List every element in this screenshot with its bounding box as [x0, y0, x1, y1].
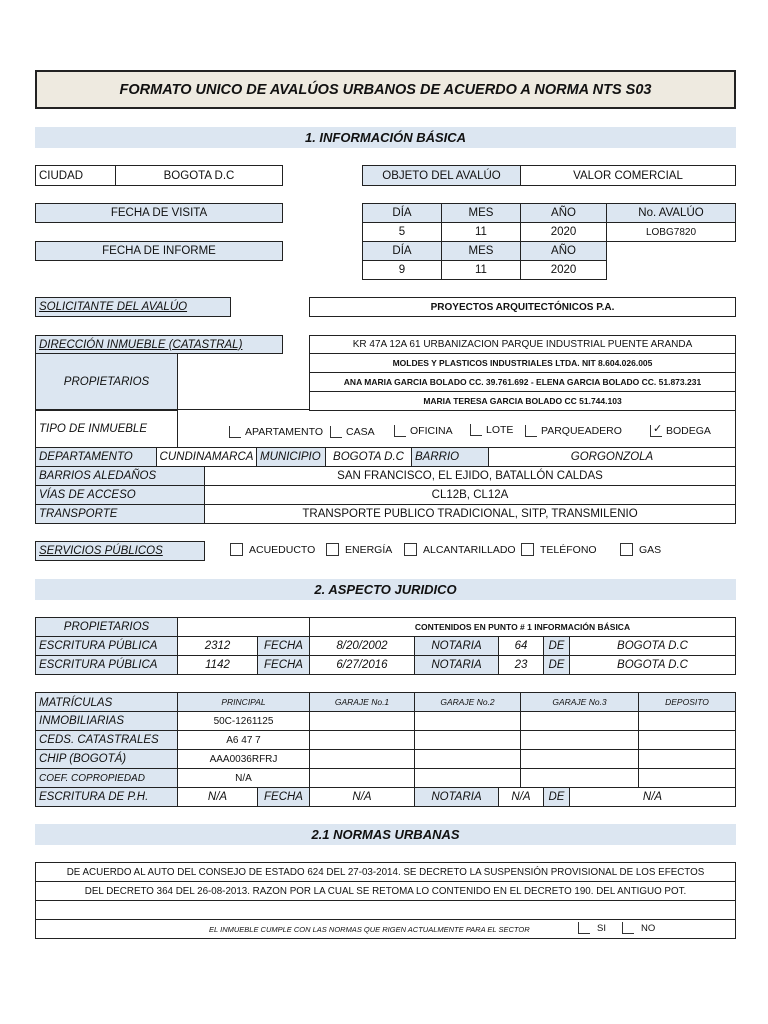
tipo-apartamento-label: APARTAMENTO — [245, 426, 323, 438]
tipo-inmueble-label: TIPO DE INMUEBLE — [35, 410, 178, 448]
escritura-1-label: ESCRITURA PÚBLICA — [35, 636, 178, 656]
chip-principal[interactable]: AAA0036RFRJ — [177, 749, 310, 769]
ceds-garaje-1[interactable] — [309, 730, 415, 750]
no-avaluo-header: No. AVALÚO — [606, 203, 736, 223]
escritura-2-notaria[interactable]: 23 — [498, 655, 544, 675]
normas-line-2: DEL DECRETO 364 DEL 26-08-2013. RAZON POR LA CUAL SE RETOMA LO CONTENIDO EN EL DECRETO 190. DEL ANTIGUO POT. — [35, 881, 736, 901]
section-urban-header: 2.1 NORMAS URBANAS — [35, 824, 736, 845]
informe-mes-header: MES — [441, 241, 521, 261]
checkbox-checked-icon: ✓ — [650, 425, 662, 437]
tipo-parqueadero[interactable] — [525, 425, 622, 437]
ph-fecha-label: FECHA — [257, 787, 310, 807]
escritura-2-ciudad[interactable]: BOGOTA D.C — [569, 655, 736, 675]
municipio-value[interactable]: BOGOTA D.C — [325, 447, 412, 467]
checkbox-icon — [404, 543, 417, 556]
escritura-1-fecha-label: FECHA — [257, 636, 310, 656]
fecha-visita-label: FECHA DE VISITA — [35, 203, 283, 223]
barrio-value[interactable]: GORGONZOLA — [488, 447, 736, 467]
visita-dia-header: DÍA — [362, 203, 442, 223]
visita-mes-header: MES — [441, 203, 521, 223]
ciudad-label: CIUDAD — [35, 165, 116, 186]
visita-anio-header: AÑO — [520, 203, 607, 223]
transporte-value[interactable]: TRANSPORTE PUBLICO TRADICIONAL, SITP, TRANSMILENIO — [204, 504, 736, 524]
matricula-garaje-3[interactable] — [520, 711, 639, 731]
ceds-label: CEDS. CATASTRALES — [35, 730, 178, 750]
document-title: FORMATO UNICO DE AVALÚOS URBANOS DE ACUERDO A NORMA NTS S03 — [119, 81, 652, 98]
informe-anio-value[interactable]: 2020 — [520, 260, 607, 280]
informe-anio-header: AÑO — [520, 241, 607, 261]
cumple-text: EL INMUEBLE CUMPLE CON LAS NORMAS QUE RIGEN ACTUALMENTE PARA EL SECTOR — [209, 925, 530, 934]
document-title-box — [35, 70, 736, 109]
departamento-value[interactable]: CUNDINAMARCA — [156, 447, 257, 467]
servicio-gas-label: GAS — [639, 543, 662, 556]
chip-garaje-1[interactable] — [309, 749, 415, 769]
chip-garaje-2[interactable] — [414, 749, 521, 769]
normas-line-1: DE ACUERDO AL AUTO DEL CONSEJO DE ESTADO 624 DEL 27-03-2014. SE DECRETO LA SUSPENSIÓN PROVISIONAL DE LOS EFECTOS — [35, 862, 736, 882]
escritura-2-notaria-label: NOTARIA — [414, 655, 499, 675]
escritura-1-fecha[interactable]: 8/20/2002 — [309, 636, 415, 656]
ceds-principal[interactable]: A6 47 7 — [177, 730, 310, 750]
ceds-garaje-2[interactable] — [414, 730, 521, 750]
tipo-bodega-label: BODEGA — [666, 425, 711, 437]
tipo-oficina[interactable] — [394, 425, 453, 437]
barrio-label: BARRIO — [411, 447, 489, 467]
propietario-line-1: MOLDES Y PLASTICOS INDUSTRIALES LTDA. NIT 8.604.026.005 — [309, 353, 736, 373]
objeto-value[interactable]: VALOR COMERCIAL — [520, 165, 736, 186]
escritura-1-notaria-label: NOTARIA — [414, 636, 499, 656]
legal-propietarios-label: PROPIETARIOS — [35, 617, 178, 637]
tipo-parqueadero-label: PARQUEADERO — [541, 425, 622, 437]
ceds-garaje-3[interactable] — [520, 730, 639, 750]
ph-de-label: DE — [543, 787, 570, 807]
checkbox-icon — [525, 425, 537, 437]
transporte-label: TRANSPORTE — [35, 504, 205, 524]
escritura-1-notaria[interactable]: 64 — [498, 636, 544, 656]
propietarios-label: PROPIETARIOS — [35, 353, 178, 410]
col-garaje-1: GARAJE No.1 — [309, 692, 415, 712]
solicitante-label: SOLICITANTE DEL AVALÚO — [35, 297, 231, 317]
inmobiliarias-label: INMOBILIARIAS — [35, 711, 178, 731]
normas-line-3[interactable] — [35, 900, 736, 920]
cumple-no[interactable] — [622, 922, 655, 934]
escritura-ph-label: ESCRITURA DE P.H. — [35, 787, 178, 807]
coef-garaje-3[interactable] — [520, 768, 639, 788]
servicio-telefono[interactable] — [521, 543, 597, 556]
solicitante-value[interactable]: PROYECTOS ARQUITECTÓNICOS P.A. — [309, 297, 736, 317]
escritura-2-fecha[interactable]: 6/27/2016 — [309, 655, 415, 675]
informe-mes-value[interactable]: 11 — [441, 260, 521, 280]
objeto-label: OBJETO DEL AVALÚO — [362, 165, 521, 186]
ph-fecha[interactable]: N/A — [309, 787, 415, 807]
cumple-si[interactable] — [578, 922, 606, 934]
matricula-principal[interactable]: 50C-1261125 — [177, 711, 310, 731]
fecha-informe-label: FECHA DE INFORME — [35, 241, 283, 261]
propietario-line-2: ANA MARIA GARCIA BOLADO CC. 39.761.692 - ELENA GARCIA BOLADO CC. 51.873.231 — [309, 372, 736, 392]
checkbox-icon — [620, 543, 633, 556]
coef-label: COEF. COPROPIEDAD — [35, 768, 178, 788]
servicios-label: SERVICIOS PÚBLICOS — [35, 541, 205, 561]
servicio-alcantarillado-label: ALCANTARILLADO — [423, 543, 516, 556]
servicio-alcantarillado[interactable] — [404, 543, 516, 556]
vias-acceso-value[interactable]: CL12B, CL12A — [204, 485, 736, 505]
col-principal: PRINCIPAL — [177, 692, 310, 712]
chip-garaje-3[interactable] — [520, 749, 639, 769]
matricula-deposito[interactable] — [638, 711, 736, 731]
visita-dia-value[interactable]: 5 — [362, 222, 442, 242]
cumple-no-label: NO — [641, 922, 656, 934]
checkbox-icon — [622, 922, 634, 934]
matriculas-label: MATRÍCULAS — [35, 692, 178, 712]
ciudad-value[interactable]: BOGOTA D.C — [115, 165, 283, 186]
escritura-1-de-label: DE — [543, 636, 570, 656]
departamento-label: DEPARTAMENTO — [35, 447, 157, 467]
checkbox-icon — [394, 425, 406, 437]
servicio-gas[interactable] — [620, 543, 661, 556]
checkbox-icon — [326, 543, 339, 556]
vias-acceso-label: VÍAS DE ACCESO — [35, 485, 205, 505]
servicio-energia[interactable] — [326, 543, 392, 556]
servicio-acueducto[interactable] — [230, 543, 315, 556]
propietarios-spacer — [177, 353, 310, 410]
tipo-lote-label: LOTE — [486, 424, 514, 436]
checkbox-icon — [230, 543, 243, 556]
section-basic-header: 1. INFORMACIÓN BÁSICA — [35, 127, 736, 148]
matricula-garaje-2[interactable] — [414, 711, 521, 731]
legal-propietarios-value: CONTENIDOS EN PUNTO # 1 INFORMACIÓN BÁSICA — [309, 617, 736, 637]
direccion-value[interactable]: KR 47A 12A 61 URBANIZACION PARQUE INDUSTRIAL PUENTE ARANDA — [309, 335, 736, 354]
visita-mes-value[interactable]: 11 — [441, 222, 521, 242]
ph-notaria-label: NOTARIA — [414, 787, 499, 807]
checkbox-icon — [578, 922, 590, 934]
chip-label: CHIP (BOGOTÁ) — [35, 749, 178, 769]
escritura-2-numero[interactable]: 1142 — [177, 655, 258, 675]
section-legal-header: 2. ASPECTO JURIDICO — [35, 579, 736, 600]
servicio-telefono-label: TELÉFONO — [540, 543, 597, 556]
checkbox-icon — [330, 426, 342, 438]
informe-dia-value[interactable]: 9 — [362, 260, 442, 280]
checkbox-icon — [470, 424, 482, 436]
coef-garaje-2[interactable] — [414, 768, 521, 788]
visita-anio-value[interactable]: 2020 — [520, 222, 607, 242]
municipio-label: MUNICIPIO — [256, 447, 326, 467]
col-garaje-3: GARAJE No.3 — [520, 692, 639, 712]
no-avaluo-value[interactable]: LOBG7820 — [606, 222, 736, 242]
cumple-si-label: SI — [597, 922, 606, 934]
ph-ciudad[interactable]: N/A — [569, 787, 736, 807]
checkbox-icon — [521, 543, 534, 556]
barrios-aledanos-value[interactable]: SAN FRANCISCO, EL EJIDO, BATALLÓN CALDAS — [204, 466, 736, 486]
informe-dia-header: DÍA — [362, 241, 442, 261]
escritura-1-numero[interactable]: 2312 — [177, 636, 258, 656]
chip-deposito[interactable] — [638, 749, 736, 769]
matricula-garaje-1[interactable] — [309, 711, 415, 731]
col-deposito: DEPOSITO — [638, 692, 736, 712]
tipo-bodega[interactable] — [650, 425, 711, 437]
coef-principal[interactable]: N/A — [177, 768, 310, 788]
ph-numero[interactable]: N/A — [177, 787, 258, 807]
servicio-acueducto-label: ACUEDUCTO — [249, 543, 316, 556]
ceds-deposito[interactable] — [638, 730, 736, 750]
coef-garaje-1[interactable] — [309, 768, 415, 788]
coef-deposito[interactable] — [638, 768, 736, 788]
tipo-casa[interactable] — [330, 426, 375, 438]
tipo-lote[interactable] — [470, 424, 513, 436]
col-garaje-2: GARAJE No.2 — [414, 692, 521, 712]
legal-propietarios-blank — [177, 617, 310, 637]
checkbox-icon — [229, 426, 241, 438]
propietario-line-3: MARIA TERESA GARCIA BOLADO CC 51.744.103 — [309, 391, 736, 411]
escritura-1-ciudad[interactable]: BOGOTA D.C — [569, 636, 736, 656]
servicio-energia-label: ENERGÍA — [345, 543, 393, 556]
escritura-2-label: ESCRITURA PÚBLICA — [35, 655, 178, 675]
barrios-aledanos-label: BARRIOS ALEDAÑOS — [35, 466, 205, 486]
tipo-oficina-label: OFICINA — [410, 425, 453, 437]
escritura-2-fecha-label: FECHA — [257, 655, 310, 675]
tipo-casa-label: CASA — [346, 426, 375, 438]
ph-notaria[interactable]: N/A — [498, 787, 544, 807]
direccion-label: DIRECCIÓN INMUEBLE (CATASTRAL) — [35, 335, 283, 354]
tipo-apartamento[interactable] — [229, 426, 323, 438]
escritura-2-de-label: DE — [543, 655, 570, 675]
